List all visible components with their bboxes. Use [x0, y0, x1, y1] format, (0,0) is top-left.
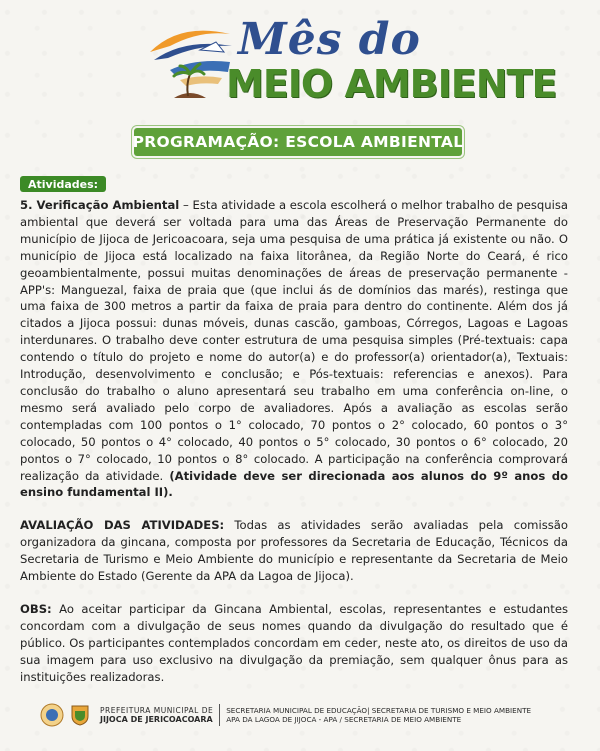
activity-5-paragraph: [20, 197, 568, 501]
logo-title-line2: MEIO AMBIENTE: [226, 62, 557, 106]
prefeitura-line2: JIJOCA DE JERICOACOARA: [100, 715, 213, 724]
prefeitura-line1: PREFEITURA MUNICIPAL DE: [100, 706, 214, 715]
activities-tag: Atividades:: [20, 176, 106, 192]
prefeitura-name: [100, 706, 213, 724]
activity-5-emphasis: (Atividade deve ser direcionada aos alunos do 9º anos do ensino fundamental II).: [20, 468, 568, 500]
evaluation-text: Todas as atividades serão avaliadas pela comissão organizadora da gincana, composta por professores da Secretaria de Educação, Técnicos da Secretaria de Turismo e Meio Ambiente do município e representante da Secretaria de Meio Ambiente do Estado (Gerente da APA da Lagoa de Jijoca).: [20, 518, 568, 584]
secretarias: [226, 706, 531, 724]
document-body: [20, 197, 568, 701]
activity-5-text: – Esta atividade a escola escolherá o melhor trabalho de pesquisa ambiental que deverá ser voltada para uma das Áreas de Preservação Permanente do município de Jijoca de Jericoacoara, seja uma pesquisa de uma prática já existente ou não. O município de Jijoca está localizado na faixa litorânea, da Região Norte do Ceará, é rico geoambientalmente, possui muitas denominações de áreas de preservação permanente - APP's: Manguezal, faixa de praia que (que inclui ás de domínios das marés), restinga que uma faixa de 300 metros a partir da faixa de praia para dentro do continente. Além dos já citados a Jijoca possui: dunas móveis, dunas cascão, gamboas, Córregos, Lagoas e Lagoas interdunares. O trabalho deve conter estrutura de uma pesquisa simples (Pré-textuais: capa contendo o título do projeto e nome do autor(a) e do professor(a) orientador(a), Textuais: Introdução, desenvolvimento e conclusão; e Pós-textuais: referencias e anexos). Para conclusão do trabalho o aluno apresentará seu trabalho em uma conferência on-line, o mesmo será avaliado pelo corpo de avaliadores. Após a avaliação as escolas serão contempladas com 100 pontos o 1° colocado, 70 pontos o 2° colocado, 60 pontos o 3° colocado, 50 pontos o 4° colocado, 40 pontos o 5° colocado, 30 pontos o 6° colocado, 20 pontos o 7° colocado, 10 pontos o 8° colocado. A participação na conferência comprovará realização da atividade.: [20, 198, 568, 483]
activity-5-heading: 5. Verificação Ambiental: [20, 198, 180, 212]
footer-divider: [219, 704, 220, 726]
obs-heading: OBS:: [20, 601, 52, 616]
city-seal-icon: [40, 703, 64, 727]
evaluation-heading: AVALIAÇÃO DAS ATIVIDADES:: [20, 518, 225, 533]
obs-text: Ao aceitar participar da Gincana Ambiental, escolas, representantes e estudantes concordam com a divulgação de seus nomes quando da divulgação do resultado que é público. Os participantes contemplados concordam em ceder, neste ato, os direitos de uso da sua imagem para uso exclusivo na divulgação da premiação, sem qualquer ônus para as instituições realizadoras.: [20, 601, 568, 684]
secretarias-line2: APA DA LAGOA DE JIJOCA - APA / SECRETARIA DE MEIO AMBIENTE: [226, 715, 462, 724]
footer: [40, 702, 560, 728]
beach-emblem-icon: [140, 12, 240, 112]
obs-paragraph: [20, 601, 568, 686]
secretarias-line1: SECRETARIA MUNICIPAL DE EDUCAÇÃO| SECRETARIA DE TURISMO E MEIO AMBIENTE: [226, 706, 531, 715]
logo-title-line1: Mês do: [238, 14, 421, 65]
municipal-crest-icon: [68, 703, 92, 727]
evaluation-paragraph: [20, 517, 568, 585]
event-logo: [140, 12, 557, 112]
section-banner: [134, 128, 462, 156]
section-banner-text: PROGRAMAÇÃO: ESCOLA AMBIENTAL: [132, 133, 464, 151]
